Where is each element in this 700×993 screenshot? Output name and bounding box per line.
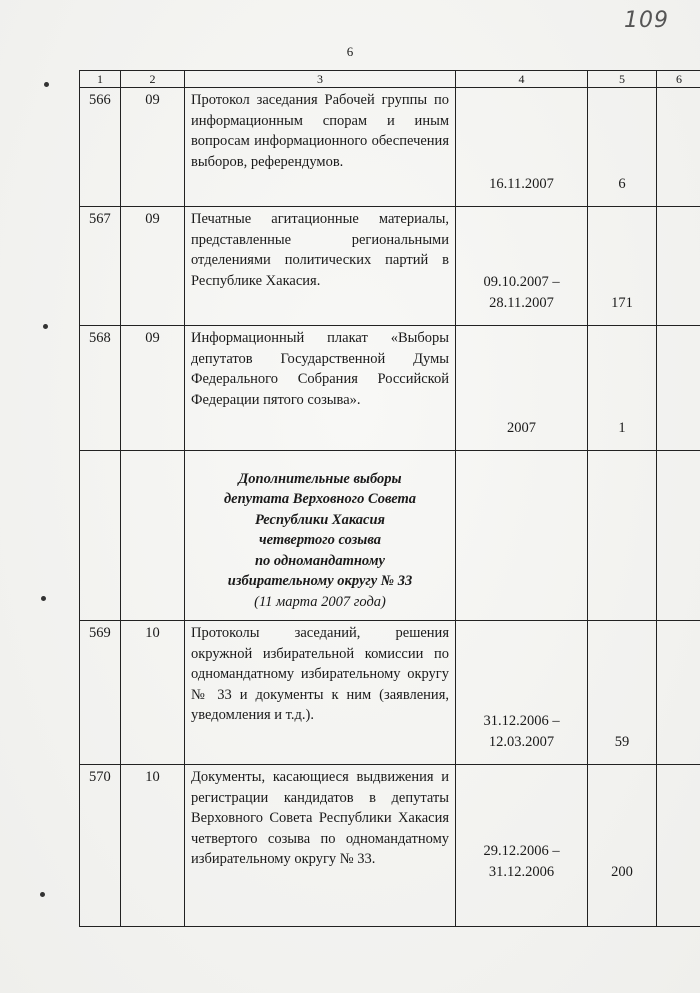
binding-hole-mark xyxy=(41,596,46,601)
date-end: 12.03.2007 xyxy=(488,733,555,750)
binding-hole-mark xyxy=(44,82,49,87)
date-start: 31.12.2006 – xyxy=(483,713,560,729)
item-number: 566 xyxy=(80,88,121,207)
item-number: 570 xyxy=(80,765,121,927)
section-line: Дополнительные выборы xyxy=(238,470,402,487)
item-count: 200 xyxy=(588,765,657,927)
item-note xyxy=(657,765,700,927)
item-dates xyxy=(456,621,588,765)
empty-cell xyxy=(121,451,185,621)
section-line: по одномандатному xyxy=(254,552,385,569)
item-dates xyxy=(456,207,588,326)
section-line: Республики Хакасия xyxy=(254,511,386,528)
section-line: избирательному округу № 33 xyxy=(227,573,413,590)
section-line: депутата Верховного Совета xyxy=(223,491,417,508)
item-dates xyxy=(456,765,588,927)
date-start: 2007 xyxy=(507,419,536,436)
handwritten-sheet-number: 109 xyxy=(624,8,669,33)
header-cell: 5 xyxy=(588,71,657,88)
empty-cell xyxy=(80,451,121,621)
item-title: Документы, касающиеся выдвижения и регистрации кандидатов в депутаты Верховного Совета Республики Хакасия четвертого созыва по одномандатному избирательному округу № 33. xyxy=(185,765,456,927)
table-row xyxy=(80,765,700,927)
item-count: 1 xyxy=(588,326,657,451)
section-date: (11 марта 2007 года) xyxy=(254,593,386,610)
empty-cell xyxy=(657,451,700,621)
table-row xyxy=(80,88,700,207)
item-index: 10 xyxy=(121,765,185,927)
page-number: 6 xyxy=(346,44,354,59)
date-start: 16.11.2007 xyxy=(489,175,554,192)
item-dates xyxy=(456,326,588,451)
item-number: 568 xyxy=(80,326,121,451)
date-end: 31.12.2006 xyxy=(488,863,555,880)
item-title: Протоколы заседаний, решения окружной избирательной комиссии по одномандатному избирательному округу № 33 и документы к ним (заявления, уведомления и т.д.). xyxy=(185,621,456,765)
date-start: 29.12.2006 – xyxy=(483,843,560,859)
item-count: 59 xyxy=(588,621,657,765)
item-note xyxy=(657,621,700,765)
item-note xyxy=(657,326,700,451)
header-cell: 1 xyxy=(80,71,121,88)
empty-cell xyxy=(456,451,588,621)
item-count: 6 xyxy=(588,88,657,207)
empty-cell xyxy=(588,451,657,621)
header-cell: 3 xyxy=(185,71,456,88)
item-title: Печатные агитационные материалы, представленные региональными отделениями политических партий в Республике Хакасия. xyxy=(185,207,456,326)
binding-hole-mark xyxy=(43,324,48,329)
item-number: 569 xyxy=(80,621,121,765)
binding-hole-mark xyxy=(40,892,45,897)
header-row xyxy=(80,71,700,88)
section-heading xyxy=(185,451,456,621)
item-note xyxy=(657,88,700,207)
date-start: 09.10.2007 – xyxy=(483,274,560,290)
item-index: 09 xyxy=(121,326,185,451)
item-index: 09 xyxy=(121,207,185,326)
section-line: четвертого созыва xyxy=(259,532,381,549)
item-dates xyxy=(456,88,588,207)
item-index: 10 xyxy=(121,621,185,765)
header-cell: 6 xyxy=(657,71,700,88)
header-cell: 4 xyxy=(456,71,588,88)
item-number: 567 xyxy=(80,207,121,326)
item-index: 09 xyxy=(121,88,185,207)
table-row xyxy=(80,207,700,326)
inventory-table xyxy=(79,70,700,927)
date-end: 28.11.2007 xyxy=(489,294,554,311)
table-row xyxy=(80,621,700,765)
section-row xyxy=(80,451,700,621)
item-note xyxy=(657,207,700,326)
item-title: Протокол заседания Рабочей группы по информационным спорам и иным вопросам информационного обеспечения выборов, референдумов. xyxy=(185,88,456,207)
header-cell: 2 xyxy=(121,71,185,88)
item-title: Информационный плакат «Выборы депутатов Государственной Думы Федерального Собрания Российской Федерации пятого созыва». xyxy=(185,326,456,451)
item-count: 171 xyxy=(588,207,657,326)
table-row xyxy=(80,326,700,451)
